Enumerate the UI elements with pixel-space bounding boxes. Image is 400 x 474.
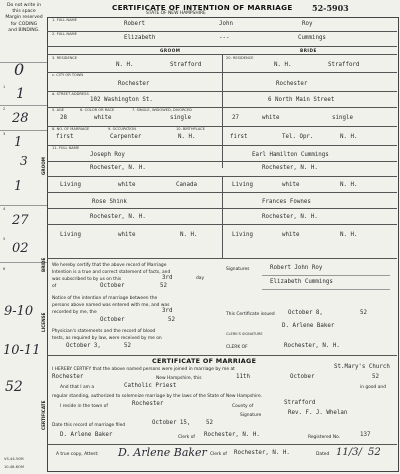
groom-father-name: Joseph Roy	[90, 152, 125, 158]
notice-month: October	[100, 317, 125, 323]
margin-code: 27	[12, 213, 29, 228]
groom-city-label: c. CITY OR TOWN	[52, 73, 84, 77]
bride-marriage-no: first	[230, 134, 248, 140]
margin-note-line: Margin reserved	[5, 15, 43, 21]
form-id: VS-44-50M	[4, 457, 24, 461]
bride-status: single	[332, 115, 353, 121]
statement-line: We hereby certify that the above record of Marriage	[52, 263, 167, 268]
groom-age: 28	[60, 115, 67, 121]
margin-date: 10-11	[3, 343, 41, 358]
groom-mother-race: white	[118, 232, 136, 238]
bride-father-living: Living	[232, 182, 253, 188]
bride-city: Rochester	[276, 81, 308, 87]
margin-code: 1	[16, 86, 25, 102]
notice-line: Notice of the intention of marriage between the	[52, 296, 158, 301]
marriage-line1: I HEREBY CERTIFY that the above named persons were joined in marriage by me at	[52, 367, 235, 372]
groom-last: Roy	[302, 21, 313, 27]
physician-date: October 3,	[66, 343, 101, 349]
physician-year: 52	[124, 343, 131, 349]
groom-race-label: 6. COLOR OR RACE	[80, 108, 115, 112]
clerk-sig: D. Arlene Baker	[282, 323, 335, 329]
groom-mother-name: Rose Shink	[92, 199, 127, 205]
bride-residence-label: 20. RESIDENCE	[226, 56, 254, 60]
issued-label: This Certificate issued	[226, 312, 275, 317]
father-label: 11. FULL NAME	[52, 146, 80, 150]
notice-line: recorded by me, the	[52, 310, 97, 315]
bride-age: 27	[232, 115, 239, 121]
bride-father-birthplace: N. H.	[340, 182, 358, 188]
groom-street: 102 Washington St.	[90, 97, 153, 103]
marriage-clerk-sig: D. Arlene Baker	[60, 432, 113, 438]
bride-father-name: Earl Hamilton Cummings	[252, 152, 329, 158]
attest-label: A true copy, Attest:	[56, 452, 99, 457]
intention-statement	[52, 262, 173, 283]
officiant-sig-label: Signature	[240, 413, 262, 418]
bride-father-residence: Rochester, N. H.	[262, 165, 318, 171]
groom-occupation: Carpenter	[110, 134, 142, 140]
band-bride: BRIDE	[300, 48, 317, 53]
issued-date: October 8,	[288, 310, 323, 316]
side-label-bride: BRIDE	[41, 257, 46, 272]
statement-line: Intention is a true and correct statement of facts, and	[52, 270, 171, 275]
groom-father-race: white	[118, 182, 136, 188]
form-date: 10-48-6OM	[4, 465, 24, 469]
margin-code: 28	[12, 111, 29, 126]
bride-first: Elizabeth	[124, 35, 156, 41]
margin-num: 52	[5, 379, 23, 395]
groom-father-living: Living	[60, 182, 81, 188]
bride-last: Cummings	[298, 35, 326, 41]
groom-marriage-no: first	[56, 134, 74, 140]
margin-code: 1	[14, 135, 23, 150]
sig-groom: Robert John Roy	[270, 265, 323, 271]
intention-year: 52	[160, 283, 167, 289]
groom-father-birthplace: Canada	[176, 182, 197, 188]
groom-mother-living: Living	[60, 232, 81, 238]
side-label-groom: GROOM	[41, 157, 46, 175]
notice-day: 3rd	[162, 308, 173, 314]
form-subtitle: STATE OF NEW HAMPSHIRE	[146, 11, 206, 16]
clerk-of-label: CLERK OF	[226, 345, 248, 350]
marriage-month: October	[290, 374, 315, 380]
marriage-place: St.Mary's Church	[334, 364, 390, 370]
attest-clerk-of: Clerk of	[210, 452, 227, 457]
and-that: And that I am a	[60, 385, 95, 390]
bride-county: Strafford	[328, 62, 360, 68]
bride-mother-race: white	[282, 232, 300, 238]
margin-note-line: Do not write in	[7, 3, 41, 8]
bride-birthplace: N. H.	[340, 134, 358, 140]
good-standing: in good and	[360, 385, 387, 390]
bride-mother-living: Living	[232, 232, 253, 238]
margin-num-label: 5	[3, 237, 6, 241]
intention-day-label: day	[196, 276, 205, 281]
attest-town: Rochester, N. H.	[234, 450, 290, 456]
groom-middle: John	[219, 21, 233, 27]
margin-num-label: 2	[3, 107, 6, 111]
notice-year: 52	[168, 317, 175, 323]
reside-label: I reside in the town of	[60, 404, 108, 409]
bride-middle: ---	[219, 35, 230, 41]
marriage-county: Strafford	[284, 400, 316, 406]
clerk-of-town: Rochester, N. H.	[284, 343, 340, 349]
margin-num-label: 4	[3, 207, 6, 211]
marriage-clerk-of: Rochester, N. H.	[204, 432, 260, 438]
groom-marriage-no-label: 8. NO. OF MARRIAGE	[52, 127, 90, 131]
side-label-certificate: CERTIFICATE	[41, 400, 46, 430]
bride-mother-birthplace: N. H.	[340, 232, 358, 238]
cert-number: 52-5903	[312, 3, 349, 13]
intention-day: 3rd	[162, 275, 173, 281]
notice-statement	[52, 295, 169, 316]
bride-street: 6 North Main Street	[268, 97, 335, 103]
filed-label: Date this record of marriage filed	[52, 423, 126, 428]
marriage-county-label: County of	[232, 404, 254, 409]
sig-bride: Elizabeth Cummings	[270, 279, 333, 285]
officiant-sig: Rev. F. J. Whelan	[288, 410, 348, 416]
regular-standing: regular standing, authorized to solemnize marriage by the laws of the State of New Hampshire.	[52, 394, 263, 399]
groom-birthplace: N. H.	[178, 134, 196, 140]
groom-age-label: 5. AGE	[52, 108, 65, 112]
margin-code: 1	[14, 179, 23, 194]
attest-date-label: Dated	[316, 452, 330, 457]
marriage-state-text: New Hampshire, this	[156, 376, 202, 381]
statement-line: was subscribed to by us on this	[52, 277, 122, 282]
groom-residence-label: 3. RESIDENCE	[52, 56, 78, 60]
margin-note-line: for CODING	[10, 21, 38, 27]
margin-num-label: 3	[3, 132, 6, 136]
margin-code: 3	[20, 154, 28, 168]
bride-name-label: 2. FULL NAME	[52, 32, 77, 36]
groom-mother-birthplace: N. H.	[180, 232, 198, 238]
physician-statement	[52, 328, 162, 342]
groom-state: N. H.	[116, 62, 134, 68]
margin-num-label: 1	[3, 85, 6, 89]
side-label-license: LICENSE	[41, 312, 46, 332]
physician-line: tests, as required by law, were received by me on	[52, 336, 162, 341]
marriage-city: Rochester	[52, 374, 84, 380]
margin-code: 0	[14, 60, 25, 79]
bride-mother-residence: Rochester, N. H.	[262, 214, 318, 220]
clerk-sig-label: CLERK'S SIGNATURE	[226, 332, 263, 336]
groom-name-label: 1. FULL NAME	[52, 18, 77, 22]
band-groom: GROOM	[160, 48, 181, 53]
groom-birthplace-label: 10. BIRTHPLACE	[176, 127, 205, 131]
groom-status-label: 7. SINGLE, WIDOWED, DIVORCED	[132, 108, 192, 112]
attest-sig: D. Arlene Baker	[118, 446, 207, 459]
bride-race: white	[262, 115, 280, 121]
marriage-clerk-of-label: Clerk of	[178, 435, 195, 440]
marriage-day: 11th	[236, 374, 250, 380]
reg-label: Registered No.	[308, 435, 341, 440]
reg-no: 137	[360, 432, 371, 438]
groom-race: white	[94, 115, 112, 121]
margin-num-label: 6	[3, 267, 6, 271]
marriage-title: CERTIFICATE OF MARRIAGE	[152, 357, 257, 365]
groom-father-residence: Rochester, N. H.	[90, 165, 146, 171]
notice-line: persons above named was entered with me, and was	[52, 303, 170, 308]
margin-note	[2, 3, 46, 34]
filed-year: 52	[206, 420, 213, 426]
bride-occupation: Tel. Opr.	[282, 134, 314, 140]
bride-father-race: white	[282, 182, 300, 188]
groom-city: Rochester	[118, 81, 150, 87]
margin-date: 9-10	[4, 304, 34, 319]
physician-line: Physician's statements and the record of blood	[52, 329, 156, 334]
groom-county: Strafford	[170, 62, 202, 68]
margin-note-line: this space	[12, 9, 36, 15]
groom-occupation-label: 9. OCCUPATION	[108, 127, 136, 131]
marriage-year: 52	[372, 374, 379, 380]
bride-state: N. H.	[274, 62, 292, 68]
signatures-label: Signatures	[226, 267, 250, 272]
issued-year: 52	[360, 310, 367, 316]
attest-year: 52	[368, 447, 381, 458]
groom-first: Robert	[124, 21, 145, 27]
attest-date: 11/3/	[336, 447, 362, 458]
groom-status: single	[170, 115, 191, 121]
bride-mother-name: Frances Fownes	[262, 199, 311, 205]
groom-mother-residence: Rochester, N. H.	[90, 214, 146, 220]
officiant-title: Catholic Priest	[124, 383, 177, 389]
intention-month: October	[100, 283, 125, 289]
reside-town: Rochester	[132, 401, 164, 407]
filed-date: October 15,	[152, 420, 191, 426]
form-title: CERTIFICATE OF INTENTION OF MARRIAGE	[112, 3, 293, 12]
intention-of-label: of	[52, 284, 57, 289]
margin-note-line: and BINDING.	[8, 27, 40, 33]
margin-code: 02	[12, 241, 29, 256]
groom-street-label: d. STREET ADDRESS	[52, 92, 89, 96]
